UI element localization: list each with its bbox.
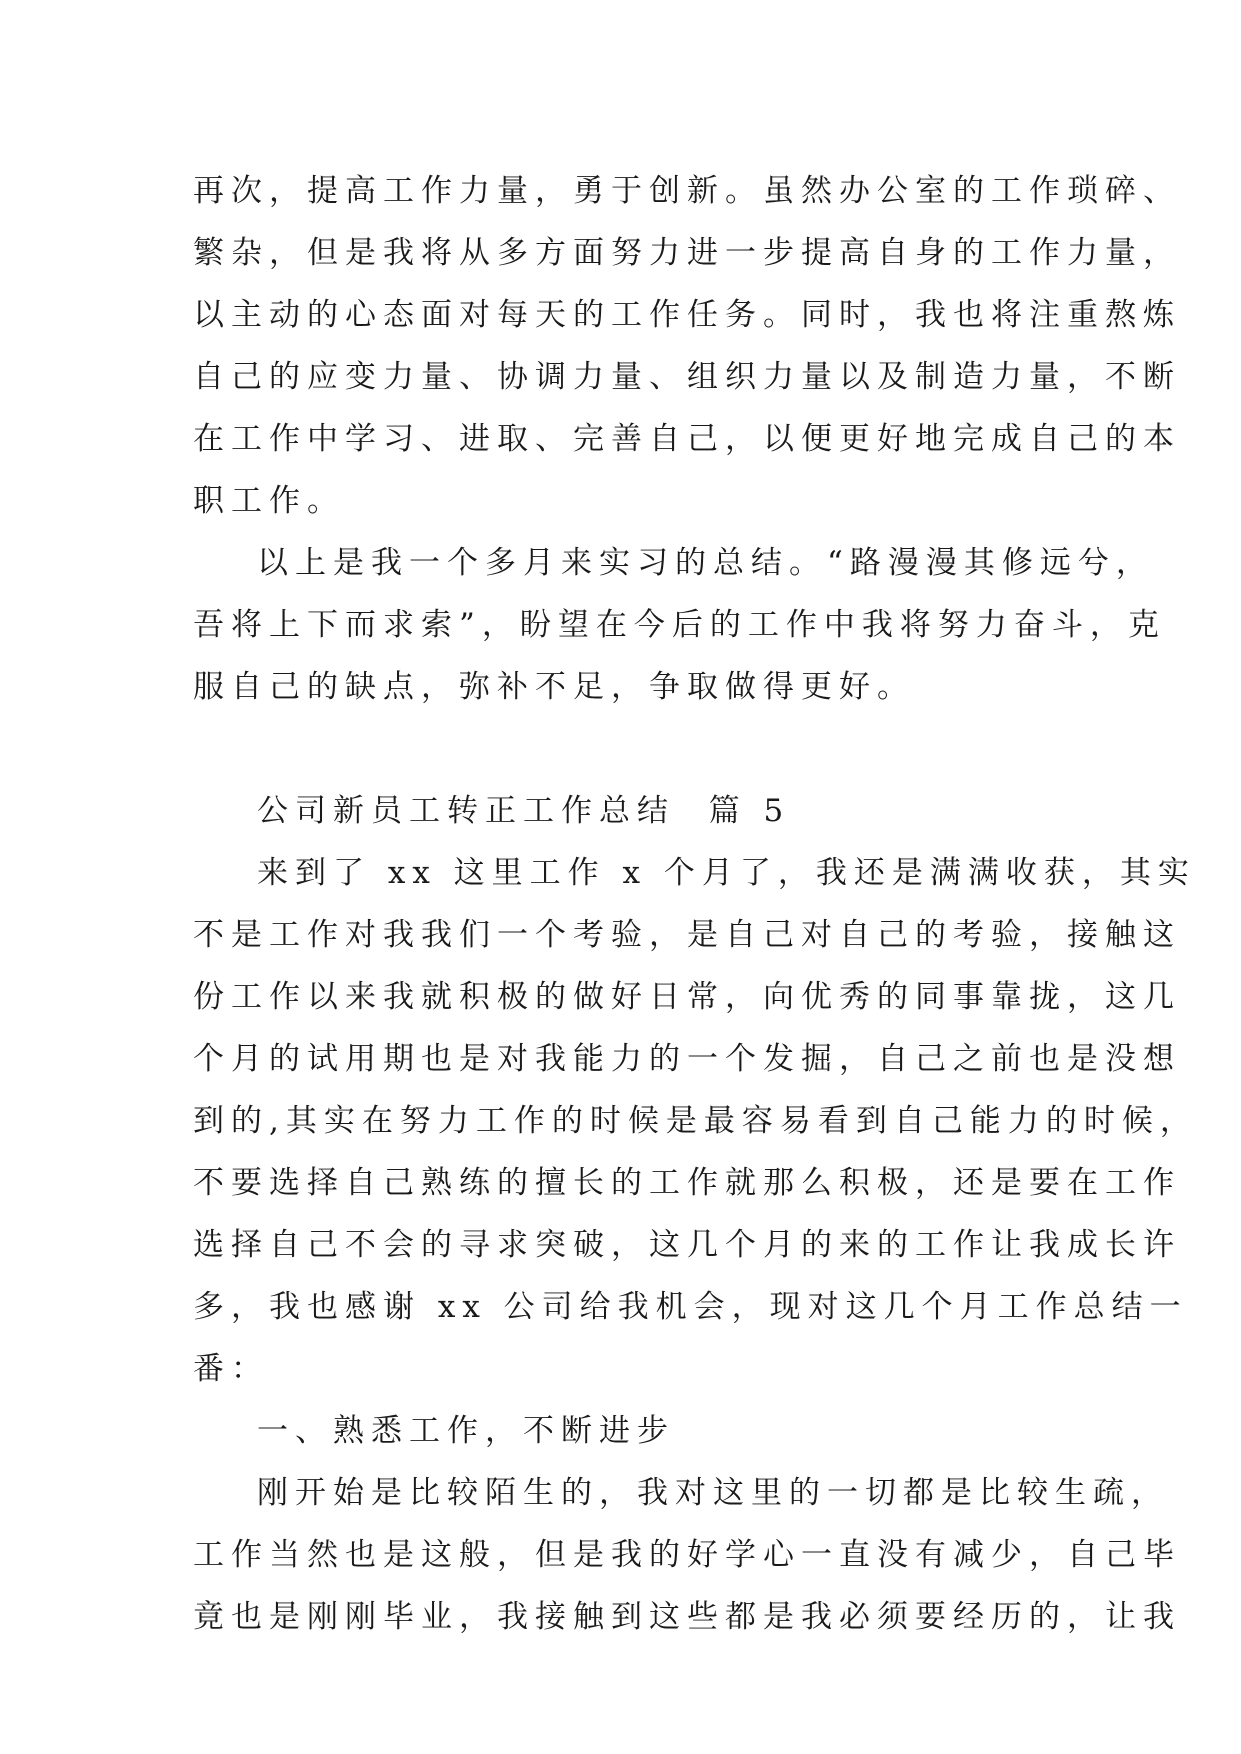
paragraph-line: 不是工作对我我们一个考验，是自己对自己的考验，接触这 — [193, 917, 1181, 953]
blank-line — [193, 718, 1053, 780]
paragraph-line: 不要选择自己熟练的擅长的工作就那么积极，还是要在工作 — [193, 1165, 1181, 1201]
paragraph-line: 以上是我一个多月来实习的总结。“路漫漫其修远兮， — [257, 545, 1154, 581]
paragraph-line: 番： — [193, 1351, 269, 1387]
paragraph-line: 以主动的心态面对每天的工作任务。同时，我也将注重熬炼 — [193, 297, 1181, 333]
paragraph-line: 服自己的缺点，弥补不足，争取做得更好。 — [193, 669, 915, 705]
paragraph-line: 个月的试用期也是对我能力的一个发掘，自己之前也是没想 — [193, 1041, 1181, 1077]
paragraph-line: 繁杂，但是我将从多方面努力进一步提高自身的工作力量， — [193, 235, 1181, 271]
paragraph-line: 自己的应变力量、协调力量、组织力量以及制造力量，不断 — [193, 359, 1181, 395]
paragraph-line: 竟也是刚刚毕业，我接触到这些都是我必须要经历的，让我 — [193, 1599, 1181, 1635]
paragraph-line: 工作当然也是这般，但是我的好学心一直没有减少，自己毕 — [193, 1537, 1181, 1573]
document-page — [193, 160, 1198, 1648]
paragraph-line: 职工作。 — [193, 483, 345, 519]
paragraph-line: 刚开始是比较陌生的，我对这里的一切都是比较生疏， — [257, 1475, 1169, 1511]
paragraph-line: 选择自己不会的寻求突破，这几个月的来的工作让我成长许 — [193, 1227, 1181, 1263]
paragraph-line: 在工作中学习、进取、完善自己，以便更好地完成自己的本 — [193, 421, 1181, 457]
paragraph-line: 多，我也感谢 xx 公司给我机会，现对这几个月工作总结一 — [193, 1289, 1188, 1325]
paragraph-line: 吾将上下而求索”，盼望在今后的工作中我将努力奋斗，克 — [193, 607, 1166, 643]
paragraph-line: 到的,其实在努力工作的时候是最容易看到自己能力的时候， — [193, 1103, 1198, 1139]
paragraph-line: 来到了 xx 这里工作 x 个月了，我还是满满收获，其实 — [257, 855, 1196, 891]
section-title: 公司新员工转正工作总结 篇 5 — [257, 793, 791, 829]
paragraph-line: 份工作以来我就积极的做好日常，向优秀的同事靠拢，这几 — [193, 979, 1181, 1015]
paragraph-line: 再次，提高工作力量，勇于创新。虽然办公室的工作琐碎、 — [193, 173, 1181, 209]
subheading: 一、熟悉工作，不断进步 — [257, 1413, 675, 1449]
